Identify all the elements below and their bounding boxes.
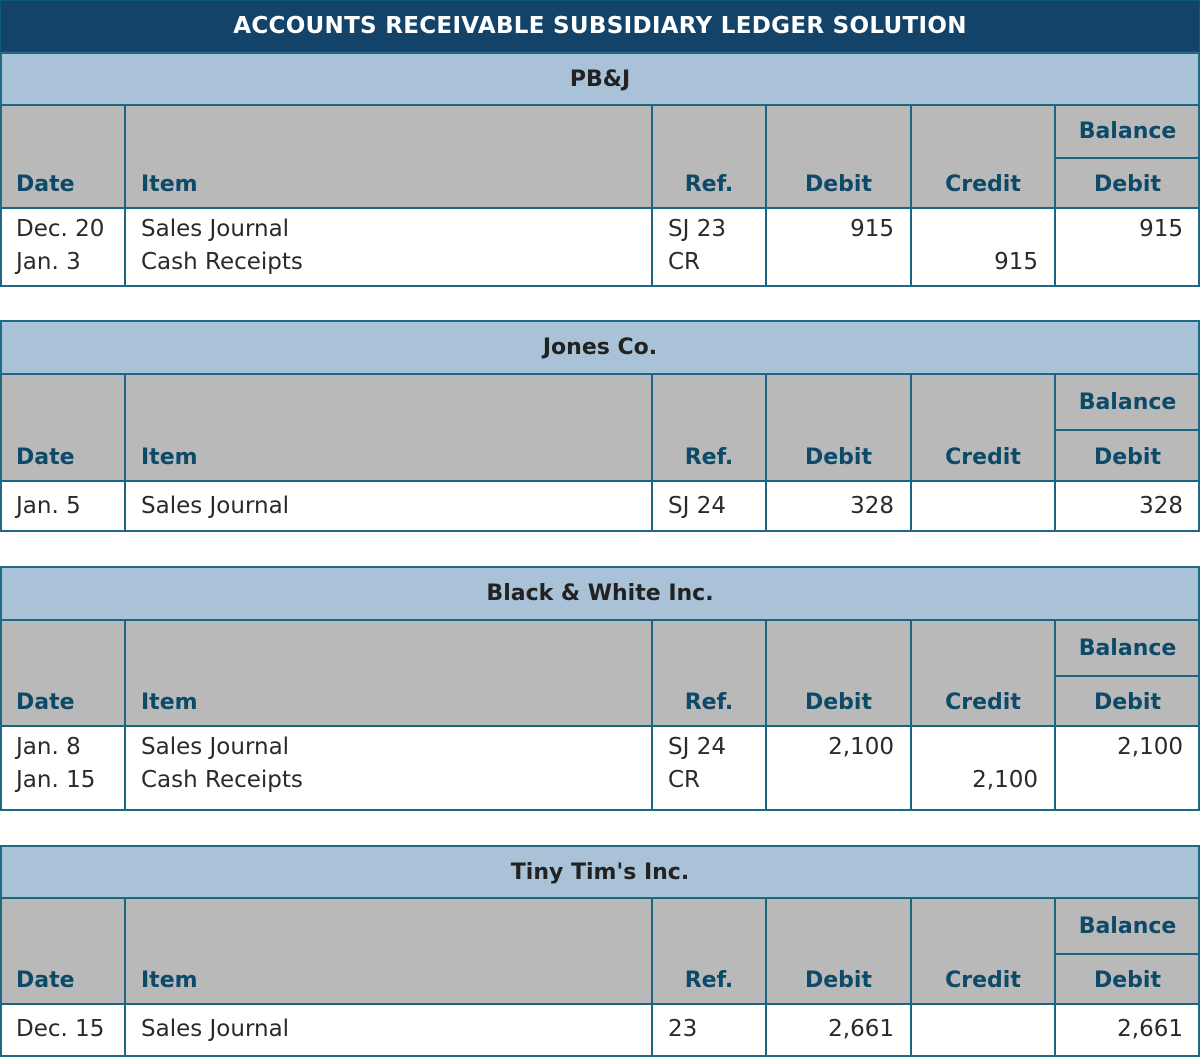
ledger-entry-ref: CR [668,767,701,793]
column-credit-cell [911,481,1055,532]
ledger-entry-item: Cash Receipts [141,767,303,793]
column-item-cell [125,208,652,287]
ledger-entry-ref: CR [668,249,701,275]
column-header-credit [911,898,1055,1004]
column-item-cell [125,726,652,811]
customer-name: PB&J [0,52,1200,105]
column-header-ref [652,374,766,481]
column-credit-cell [911,1004,1055,1057]
ledger-entry-balance-debit: 2,661 [1117,1016,1183,1042]
ledger-entry-credit [912,490,1038,523]
ledger-entry-date: Jan. 3 [16,249,81,275]
column-debit-cell [766,1004,911,1057]
column-header-label: Item [141,445,198,470]
column-balance-debit-cell [1055,481,1200,532]
ledger-entry-ref: SJ 24 [668,493,726,519]
column-header-label: Credit [945,968,1021,993]
column-header-balance-debit [1055,954,1200,1004]
ledger-entry-balance-debit [1056,764,1183,797]
column-header-debit [766,105,911,208]
customer-name: Tiny Tim's Inc. [0,845,1200,898]
column-header-balance-debit [1055,430,1200,481]
column-header-label: Item [141,968,198,993]
ledger-entry-item: Sales Journal [141,1016,290,1042]
column-header-label: Item [141,172,198,197]
column-header-debit [766,620,911,726]
column-header-balance-debit [1055,158,1200,208]
column-header-balance [1055,374,1200,430]
column-header-label: Debit [1094,690,1161,715]
column-header-date [0,898,125,1004]
column-header-label: Balance [1078,635,1177,661]
column-header-credit [911,374,1055,481]
column-debit-cell [766,726,911,811]
ledger-entry-date: Dec. 20 [16,216,105,242]
column-ref-cell [652,726,766,811]
column-ref-cell [652,208,766,287]
customer-name: Black & White Inc. [0,566,1200,620]
column-balance-debit-cell [1055,208,1200,287]
ledger-entry-item: Sales Journal [141,216,290,242]
ledger-entry-debit [767,246,894,279]
ledger-entry-item: Sales Journal [141,493,290,519]
ledger-entry-balance-debit: 328 [1139,493,1183,519]
column-header-label: Debit [1094,445,1161,470]
column-header-label: Debit [805,968,872,993]
column-header-item [125,374,652,481]
column-header-debit [766,898,911,1004]
customer-name: Jones Co. [0,320,1200,374]
column-header-debit [766,374,911,481]
column-header-label: Credit [945,690,1021,715]
ledger-entry-debit: 328 [850,493,894,519]
column-header-date [0,105,125,208]
column-header-label: Item [141,690,198,715]
column-header-label: Balance [1078,389,1177,415]
ledger-entry-balance-debit: 2,100 [1117,734,1183,760]
ledger-title: ACCOUNTS RECEIVABLE SUBSIDIARY LEDGER SOLUTION [0,0,1200,52]
column-header-date [0,374,125,481]
ledger-entry-credit: 915 [994,249,1038,275]
column-balance-debit-cell [1055,726,1200,811]
column-header-item [125,620,652,726]
ledger-entry-balance-debit: 915 [1139,216,1183,242]
column-header-label: Ref. [684,172,734,197]
ledger-entry-debit: 2,661 [828,1016,894,1042]
column-header-ref [652,898,766,1004]
ledger-entry-date: Dec. 15 [16,1016,105,1042]
ledger-entry-date: Jan. 15 [16,767,96,793]
ledger-entry-credit [912,731,1038,764]
column-header-date [0,620,125,726]
column-debit-cell [766,208,911,287]
ledger-entry-date: Jan. 8 [16,734,81,760]
column-header-label: Credit [945,445,1021,470]
column-debit-cell [766,481,911,532]
column-header-label: Credit [945,172,1021,197]
column-date-cell [0,726,125,811]
column-header-label: Ref. [684,445,734,470]
ledger-entry-item: Cash Receipts [141,249,303,275]
column-header-balance [1055,620,1200,676]
column-credit-cell [911,208,1055,287]
column-credit-cell [911,726,1055,811]
ledger-entry-credit [912,213,1038,246]
column-header-label: Date [16,690,75,715]
column-header-label: Balance [1078,119,1177,144]
ledger-entry-ref: SJ 23 [668,216,726,242]
column-item-cell [125,1004,652,1057]
column-header-credit [911,105,1055,208]
column-balance-debit-cell [1055,1004,1200,1057]
column-header-balance-debit [1055,676,1200,726]
column-header-balance [1055,898,1200,954]
column-date-cell [0,481,125,532]
column-header-label: Ref. [684,690,734,715]
ledger-entry-date: Jan. 5 [16,493,81,519]
column-ref-cell [652,1004,766,1057]
column-header-item [125,898,652,1004]
column-date-cell [0,208,125,287]
column-date-cell [0,1004,125,1057]
column-header-ref [652,620,766,726]
column-header-label: Date [16,968,75,993]
ledger-entry-item: Sales Journal [141,734,290,760]
ledger-entry-credit: 2,100 [972,767,1038,793]
column-header-label: Date [16,172,75,197]
ledger-entry-ref: 23 [668,1016,698,1042]
column-header-ref [652,105,766,208]
ledger-entry-credit [912,1013,1038,1046]
column-header-label: Debit [1094,172,1161,197]
column-header-label: Debit [805,690,872,715]
column-header-label: Ref. [684,968,734,993]
ledger-entry-debit: 915 [850,216,894,242]
column-header-credit [911,620,1055,726]
column-item-cell [125,481,652,532]
column-header-item [125,105,652,208]
ledger-entry-ref: SJ 24 [668,734,726,760]
column-header-label: Balance [1078,913,1177,939]
ledger-entry-debit [767,764,894,797]
ledger-entry-debit: 2,100 [828,734,894,760]
column-header-label: Debit [805,445,872,470]
column-header-balance [1055,105,1200,158]
column-header-label: Date [16,445,75,470]
column-ref-cell [652,481,766,532]
ledger-entry-balance-debit [1056,246,1183,279]
column-header-label: Debit [805,172,872,197]
column-header-label: Debit [1094,968,1161,993]
